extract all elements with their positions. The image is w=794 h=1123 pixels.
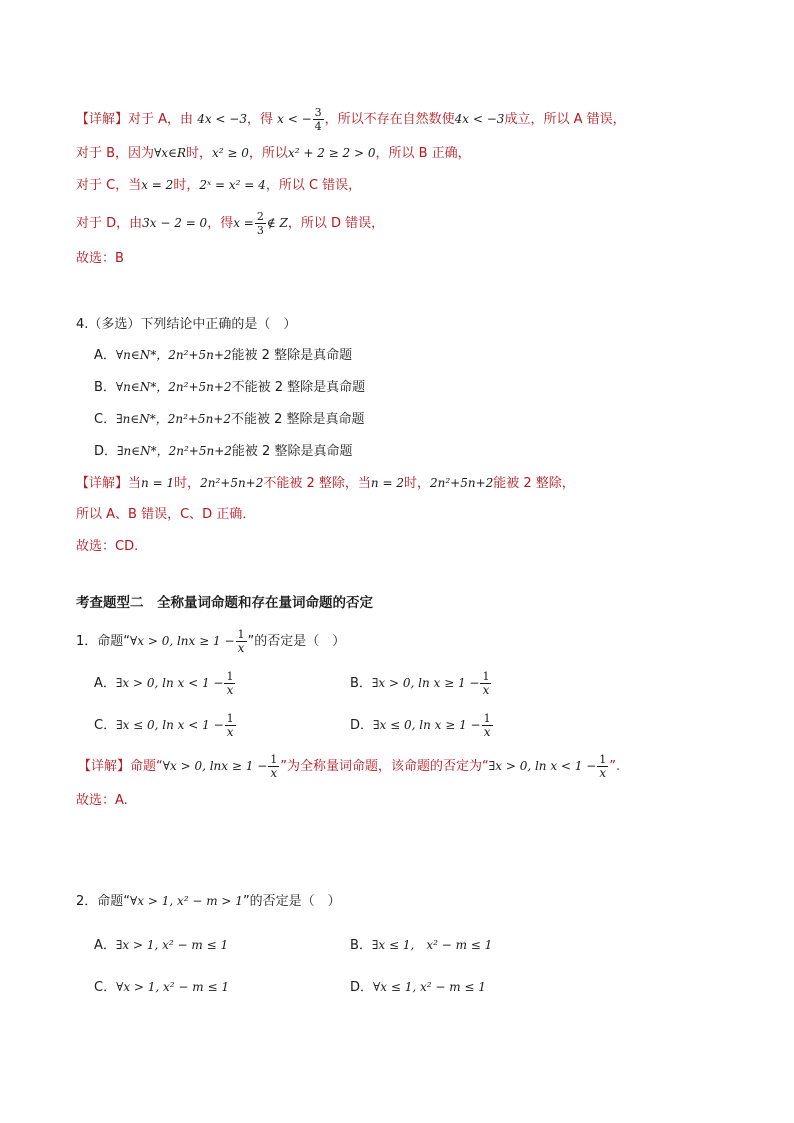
- q4-option-c: C．∃n∈N*，2n²+5n+2不能被 2 整除是真命题: [94, 412, 365, 427]
- q1-option-d: D．∃x ≤ 0, ln x ≥ 1 − $\frac{1}{x}$: [350, 712, 491, 739]
- explain-tag: 【详解】: [76, 112, 129, 127]
- q4-option-b: B．∀n∈N*，2n²+5n+2不能被 2 整除是真命题: [94, 380, 366, 395]
- explain-line-b: 对于 B，因为∀x∈R时，x² ≥ 0，所以x² + 2 ≥ 2 > 0，所以 B 正确，: [76, 146, 471, 161]
- q4-option-a: A．∀n∈N*，2n²+5n+2能被 2 整除是真命题: [94, 348, 353, 363]
- explain-line-a: 【详解】对于 A，由 4x < −3，得 x < − $\frac{3}{4}$ ，所以不存在自然数使4x < −3成立，所以 A 错误，: [76, 106, 626, 133]
- section-title: 考查题型二 全称量词命题和存在量词命题的否定: [76, 595, 373, 611]
- fraction: $\frac{1}{x}$: [237, 628, 245, 655]
- fraction: $\frac{3}{4}$: [314, 106, 322, 133]
- q4-explain: 【详解】当n = 1时，2n²+5n+2不能被 2 整除，当n = 2时，2n²+5n+2能被 2 整除，: [76, 476, 575, 491]
- q1-answer: 故选：A.: [76, 793, 128, 808]
- q1-explain: 【详解】命题“∀x > 0, lnx ≥ 1 − $\frac{1}{x}$ ”为全称量词命题，该命题的否定为“∃x > 0, ln x < 1 − $\frac{1}{x}$ ”.: [78, 753, 621, 780]
- q2-option-d: D．∀x ≤ 1, x² − m ≤ 1: [350, 980, 486, 995]
- explain-line-d: 对于 D，由3x − 2 = 0，得x = $\frac{2}{3}$ ∉ Z，所以 D 错误，: [76, 210, 385, 237]
- fraction: $\frac{2}{3}$: [256, 210, 264, 237]
- q2-stem: 2．命题“∀x > 1, x² − m > 1”的否定是（ ）: [76, 894, 341, 909]
- q1-option-b: B．∃x > 0, ln x ≥ 1 − $\frac{1}{x}$: [350, 670, 490, 697]
- q4-explain-2: 所以 A、B 错误，C、D 正确．: [76, 507, 256, 522]
- q4-stem: 4.（多选）下列结论中正确的是（ ）: [76, 317, 297, 332]
- q4-answer: 故选：CD.: [76, 539, 139, 554]
- q2-option-a: A．∃x > 1, x² − m ≤ 1: [94, 938, 229, 953]
- answer-top: 故选：B: [76, 251, 124, 266]
- q2-option-c: C．∀x > 1, x² − m ≤ 1: [94, 980, 229, 995]
- q1-option-a: A．∃x > 0, ln x < 1 − $\frac{1}{x}$: [94, 670, 234, 697]
- explain-line-c: 对于 C，当x = 2时，2ˣ = x² = 4，所以 C 错误，: [76, 178, 362, 193]
- q1-option-c: C．∃x ≤ 0, ln x < 1 − $\frac{1}{x}$: [94, 712, 234, 739]
- q1-stem: 1．命题“∀x > 0, lnx ≥ 1 − $\frac{1}{x}$ ”的否定是（ ）: [76, 628, 346, 655]
- q2-option-b: B．∃x ≤ 1, x² − m ≤ 1: [350, 938, 493, 953]
- q4-option-d: D．∃n∈N*，2n²+5n+2能被 2 整除是真命题: [94, 444, 353, 459]
